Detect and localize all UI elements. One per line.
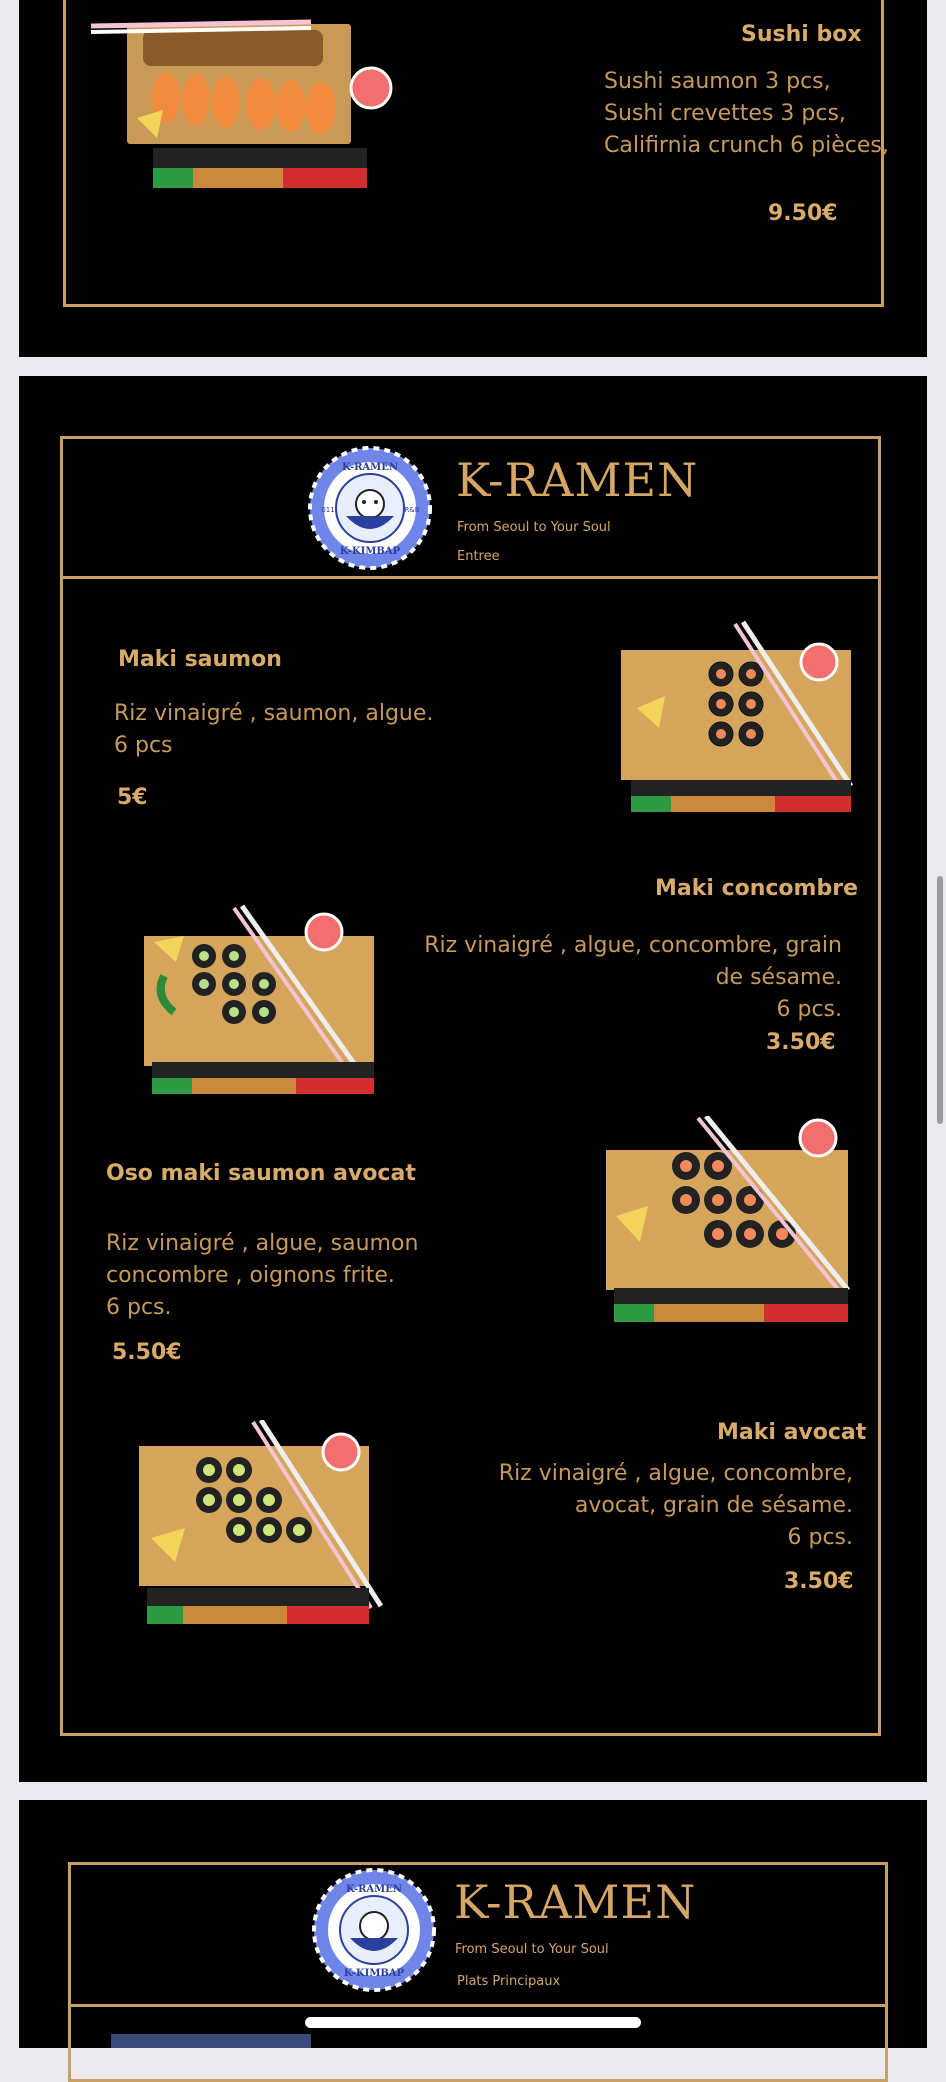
header-divider	[63, 576, 878, 579]
section-title: Plats Principaux	[457, 1974, 561, 1989]
logo-bottom-text: K-KIMBAP	[343, 1968, 405, 1979]
item-name: Oso maki saumon avocat	[106, 1161, 416, 1186]
desc-line: Sushi saumon 3 pcs,	[604, 69, 831, 94]
item-name: Sushi box	[741, 22, 862, 47]
item-price: 3.50€	[784, 1569, 854, 1594]
brand-name: K-RAMEN	[456, 453, 699, 507]
logo-right-text: R&B	[404, 506, 420, 514]
menu-card-top	[19, 0, 927, 357]
item-description	[424, 930, 842, 1026]
desc-line: 6 pcs.	[776, 997, 842, 1022]
menu-card-entree	[19, 376, 927, 1782]
maki-saumon-photo	[601, 616, 881, 816]
item-name: Maki concombre	[655, 876, 858, 901]
header-divider	[71, 2004, 885, 2007]
logo-top-text: K-RAMEN	[341, 462, 399, 473]
item-price: 3.50€	[766, 1030, 836, 1055]
desc-line: 6 pcs.	[106, 1295, 172, 1320]
desc-line: 6 pcs	[114, 733, 173, 758]
desc-line: Riz vinaigré , saumon, algue.	[114, 701, 434, 726]
item-name: Maki saumon	[118, 647, 282, 672]
section-title: Entree	[457, 549, 500, 564]
restaurant-logo	[312, 1868, 436, 1992]
desc-line: de sésame.	[715, 965, 842, 990]
logo-bottom-text: K-KIMBAP	[339, 546, 401, 557]
desc-line: avocat, grain de sésame.	[574, 1493, 853, 1518]
desc-line: Riz vinaigré , algue, saumon	[106, 1231, 419, 1256]
logo-left-text: 011	[321, 506, 335, 514]
item-description	[499, 1458, 853, 1554]
item-price: 5€	[117, 785, 148, 810]
next-item-photo	[111, 2034, 311, 2048]
desc-line: concombre , oignons frite.	[106, 1263, 395, 1288]
item-description	[114, 698, 433, 762]
desc-line: Riz vinaigré , algue, concombre, grain	[424, 933, 842, 958]
item-name: Maki avocat	[717, 1420, 867, 1445]
desc-line: Califirnia crunch 6 pièces,	[604, 133, 889, 158]
logo-top-text: K-RAMEN	[345, 1884, 403, 1895]
item-price: 9.50€	[768, 201, 838, 226]
tagline: From Seoul to Your Soul	[457, 520, 611, 535]
scrollbar[interactable]	[937, 876, 943, 1124]
menu-card-plats	[19, 1800, 927, 2048]
desc-line: Sushi crevettes 3 pcs,	[604, 101, 846, 126]
oso-maki-photo	[586, 1116, 876, 1326]
maki-avocat-photo	[119, 1420, 399, 1630]
brand-name: K-RAMEN	[454, 1875, 697, 1929]
item-price: 5.50€	[112, 1340, 182, 1365]
desc-line: Riz vinaigré , algue, concombre,	[498, 1461, 853, 1486]
sushi-box-photo	[71, 18, 411, 208]
maki-concombre-photo	[124, 896, 384, 1096]
desc-line: 6 pcs.	[787, 1525, 853, 1550]
item-description	[106, 1228, 418, 1324]
home-indicator[interactable]	[305, 2017, 641, 2028]
item-description	[604, 66, 889, 162]
tagline: From Seoul to Your Soul	[455, 1942, 609, 1957]
restaurant-logo	[308, 446, 432, 570]
